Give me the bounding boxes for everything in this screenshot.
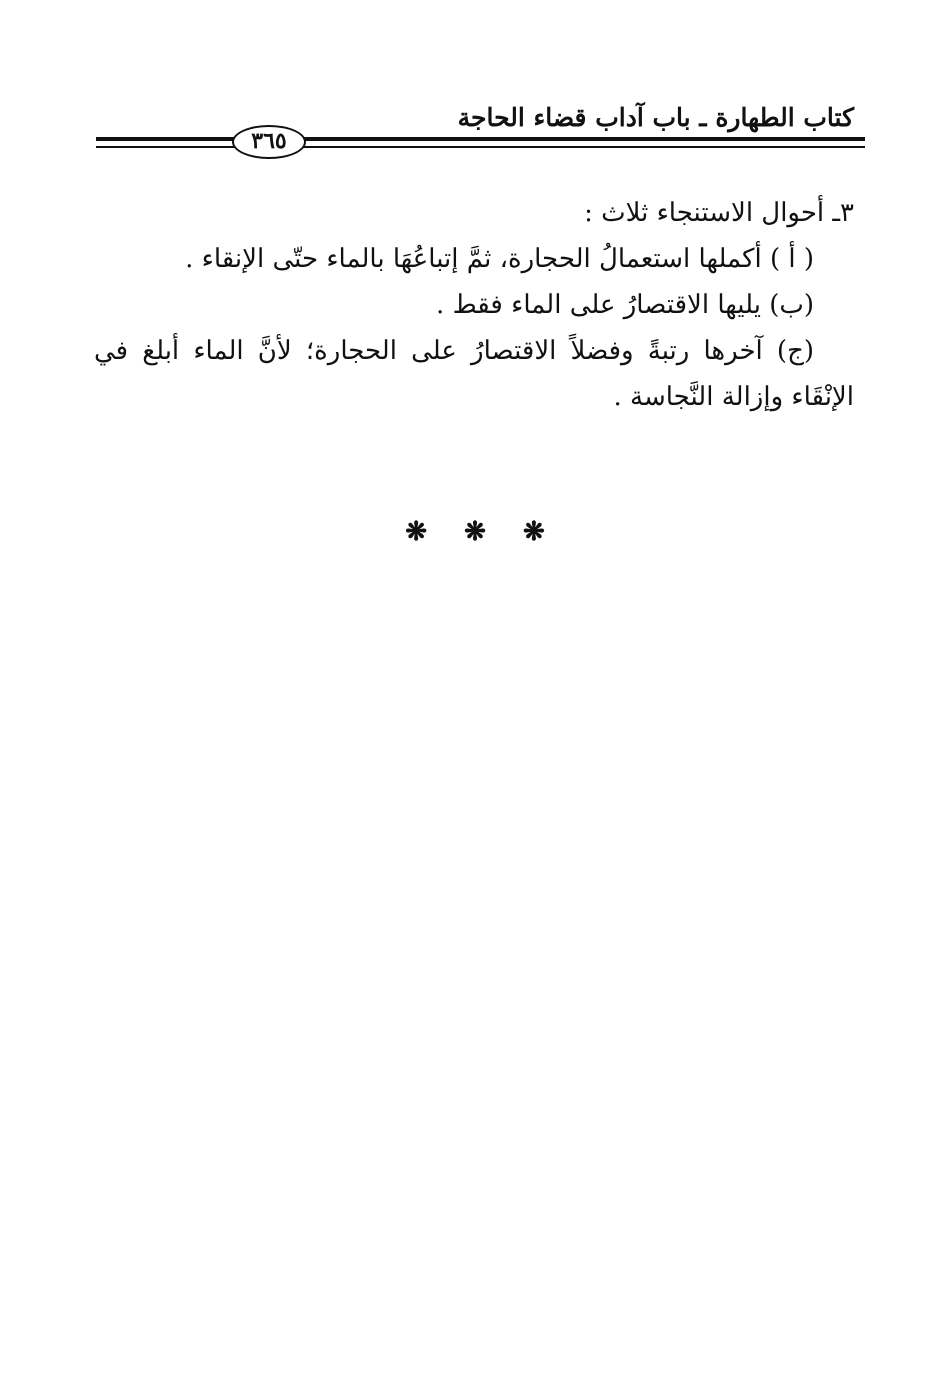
- text-line: ٣ـ أحوال الاستنجاء ثلاث :: [584, 198, 854, 228]
- running-title: كتاب الطهارة ـ باب آداب قضاء الحاجة: [457, 103, 854, 132]
- text-line: (ب) يليها الاقتصارُ على الماء فقط .: [436, 290, 814, 320]
- text-line: ( أ ) أكملها استعمالُ الحجارة، ثمَّ إتباعُهَا بالماء حتّى الإنقاء .: [185, 244, 814, 274]
- section-separator-stars: ❋ ❋ ❋: [405, 517, 545, 547]
- text-line: الإنْقَاء وإزالة النَّجاسة .: [613, 382, 854, 412]
- header-rule-left-thick: [96, 137, 236, 141]
- header-rule-left-thin: [96, 146, 236, 148]
- header-rule-right-thick: [302, 137, 865, 141]
- text-line: (ج) آخرها رتبةً وفضلاً الاقتصارُ على الحجارة؛ لأنَّ الماء أبلغ في: [94, 336, 814, 366]
- header-rule-right-thin: [302, 146, 865, 148]
- page-number: ٣٦٥: [232, 125, 306, 159]
